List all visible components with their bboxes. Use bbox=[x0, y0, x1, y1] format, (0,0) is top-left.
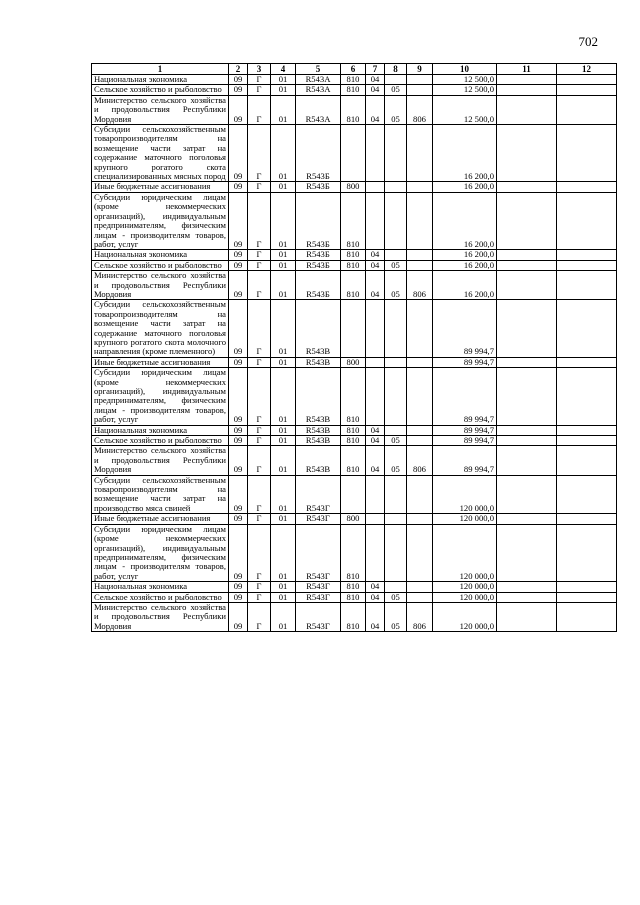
code-9: 806 bbox=[407, 95, 433, 124]
amount: 12 500,0 bbox=[433, 95, 497, 124]
budget-table bbox=[91, 63, 617, 632]
code-5: R543Г bbox=[296, 524, 341, 581]
code-9 bbox=[407, 425, 433, 435]
code-2: 09 bbox=[229, 300, 248, 357]
code-3: Г bbox=[248, 475, 271, 514]
col-11 bbox=[497, 446, 557, 475]
column-header-7: 7 bbox=[366, 64, 385, 75]
code-9 bbox=[407, 368, 433, 425]
code-5: R543Б bbox=[296, 182, 341, 192]
code-7 bbox=[366, 368, 385, 425]
code-2: 09 bbox=[229, 592, 248, 602]
code-2: 09 bbox=[229, 75, 248, 85]
amount: 89 994,7 bbox=[433, 425, 497, 435]
code-9 bbox=[407, 260, 433, 270]
code-5: R543Б bbox=[296, 192, 341, 249]
amount: 12 500,0 bbox=[433, 85, 497, 95]
code-4: 01 bbox=[271, 436, 296, 446]
col-12 bbox=[557, 182, 617, 192]
code-6: 810 bbox=[341, 85, 366, 95]
col-11 bbox=[497, 592, 557, 602]
code-7 bbox=[366, 125, 385, 182]
row-name: Субсидии юридическим лицам (кроме некоммерческих организаций), индивидуальным предпринимателям, физическим лицам - производителям товаров, работ, услуг bbox=[92, 524, 229, 581]
code-8 bbox=[385, 475, 407, 514]
amount: 16 200,0 bbox=[433, 250, 497, 260]
code-2: 09 bbox=[229, 475, 248, 514]
code-8 bbox=[385, 300, 407, 357]
code-6: 810 bbox=[341, 425, 366, 435]
code-3: Г bbox=[248, 602, 271, 631]
amount: 120 000,0 bbox=[433, 524, 497, 581]
code-7 bbox=[366, 182, 385, 192]
amount: 12 500,0 bbox=[433, 75, 497, 85]
col-12 bbox=[557, 582, 617, 592]
code-9 bbox=[407, 475, 433, 514]
row-name: Иные бюджетные ассигнования bbox=[92, 514, 229, 524]
col-12 bbox=[557, 425, 617, 435]
code-5: R543В bbox=[296, 425, 341, 435]
row-name: Министерство сельского хозяйства и продовольствия Республики Мордовия bbox=[92, 271, 229, 300]
code-5: R543А bbox=[296, 85, 341, 95]
column-header-12: 12 bbox=[557, 64, 617, 75]
code-4: 01 bbox=[271, 85, 296, 95]
code-4: 01 bbox=[271, 260, 296, 270]
code-9 bbox=[407, 514, 433, 524]
code-6: 810 bbox=[341, 192, 366, 249]
code-5: R543А bbox=[296, 95, 341, 124]
code-7 bbox=[366, 514, 385, 524]
code-6: 800 bbox=[341, 357, 366, 367]
code-8: 05 bbox=[385, 85, 407, 95]
column-header-11: 11 bbox=[497, 64, 557, 75]
code-7 bbox=[366, 357, 385, 367]
column-header-2: 2 bbox=[229, 64, 248, 75]
col-11 bbox=[497, 602, 557, 631]
code-7 bbox=[366, 524, 385, 581]
code-6: 810 bbox=[341, 75, 366, 85]
code-6: 810 bbox=[341, 260, 366, 270]
code-9 bbox=[407, 182, 433, 192]
code-9: 806 bbox=[407, 271, 433, 300]
amount: 89 994,7 bbox=[433, 368, 497, 425]
code-6 bbox=[341, 300, 366, 357]
table-body bbox=[92, 75, 617, 632]
code-2: 09 bbox=[229, 514, 248, 524]
code-3: Г bbox=[248, 85, 271, 95]
code-8: 05 bbox=[385, 260, 407, 270]
code-4: 01 bbox=[271, 271, 296, 300]
code-9: 806 bbox=[407, 446, 433, 475]
table-row bbox=[92, 260, 617, 270]
code-3: Г bbox=[248, 182, 271, 192]
col-12 bbox=[557, 95, 617, 124]
code-6: 810 bbox=[341, 95, 366, 124]
amount: 89 994,7 bbox=[433, 300, 497, 357]
code-5: R543А bbox=[296, 75, 341, 85]
code-5: R543В bbox=[296, 436, 341, 446]
table-row bbox=[92, 182, 617, 192]
code-2: 09 bbox=[229, 271, 248, 300]
code-6: 810 bbox=[341, 524, 366, 581]
code-5: R543Г bbox=[296, 475, 341, 514]
column-header-1: 1 bbox=[92, 64, 229, 75]
code-7: 04 bbox=[366, 85, 385, 95]
code-2: 09 bbox=[229, 95, 248, 124]
code-3: Г bbox=[248, 95, 271, 124]
code-8 bbox=[385, 125, 407, 182]
code-2: 09 bbox=[229, 602, 248, 631]
col-11 bbox=[497, 85, 557, 95]
amount: 16 200,0 bbox=[433, 192, 497, 249]
code-8 bbox=[385, 368, 407, 425]
amount: 16 200,0 bbox=[433, 260, 497, 270]
table-row bbox=[92, 582, 617, 592]
amount: 16 200,0 bbox=[433, 271, 497, 300]
row-name: Национальная экономика bbox=[92, 75, 229, 85]
row-name: Сельское хозяйство и рыболовство bbox=[92, 260, 229, 270]
code-4: 01 bbox=[271, 446, 296, 475]
table-row bbox=[92, 192, 617, 249]
code-5: R543Б bbox=[296, 250, 341, 260]
table-row bbox=[92, 125, 617, 182]
code-3: Г bbox=[248, 357, 271, 367]
code-5: R543Г bbox=[296, 582, 341, 592]
table-row bbox=[92, 75, 617, 85]
amount: 120 000,0 bbox=[433, 514, 497, 524]
code-7: 04 bbox=[366, 260, 385, 270]
code-3: Г bbox=[248, 271, 271, 300]
code-3: Г bbox=[248, 425, 271, 435]
code-7: 04 bbox=[366, 271, 385, 300]
table-row bbox=[92, 425, 617, 435]
code-9 bbox=[407, 85, 433, 95]
code-3: Г bbox=[248, 514, 271, 524]
code-9 bbox=[407, 357, 433, 367]
code-4: 01 bbox=[271, 475, 296, 514]
col-11 bbox=[497, 260, 557, 270]
code-2: 09 bbox=[229, 182, 248, 192]
code-4: 01 bbox=[271, 425, 296, 435]
code-6: 810 bbox=[341, 582, 366, 592]
table-row bbox=[92, 446, 617, 475]
column-header-3: 3 bbox=[248, 64, 271, 75]
code-7: 04 bbox=[366, 436, 385, 446]
code-8: 05 bbox=[385, 592, 407, 602]
row-name: Министерство сельского хозяйства и продовольствия Республики Мордовия bbox=[92, 95, 229, 124]
row-name: Субсидии юридическим лицам (кроме некоммерческих организаций), индивидуальным предпринимателям, физическим лицам - производителям товаров, работ, услуг bbox=[92, 368, 229, 425]
code-2: 09 bbox=[229, 436, 248, 446]
code-3: Г bbox=[248, 75, 271, 85]
code-7: 04 bbox=[366, 95, 385, 124]
code-8 bbox=[385, 357, 407, 367]
table-row bbox=[92, 514, 617, 524]
col-11 bbox=[497, 514, 557, 524]
code-8 bbox=[385, 75, 407, 85]
col-11 bbox=[497, 357, 557, 367]
code-3: Г bbox=[248, 592, 271, 602]
code-2: 09 bbox=[229, 357, 248, 367]
code-3: Г bbox=[248, 125, 271, 182]
col-12 bbox=[557, 475, 617, 514]
code-4: 01 bbox=[271, 125, 296, 182]
code-4: 01 bbox=[271, 75, 296, 85]
code-8 bbox=[385, 192, 407, 249]
col-11 bbox=[497, 475, 557, 514]
code-5: R543В bbox=[296, 300, 341, 357]
col-12 bbox=[557, 300, 617, 357]
row-name: Субсидии юридическим лицам (кроме некоммерческих организаций), индивидуальным предпринимателям, физическим лицам - производителям товаров, работ, услуг bbox=[92, 192, 229, 249]
code-3: Г bbox=[248, 436, 271, 446]
code-5: R543Г bbox=[296, 514, 341, 524]
col-11 bbox=[497, 125, 557, 182]
code-3: Г bbox=[248, 446, 271, 475]
code-3: Г bbox=[248, 250, 271, 260]
code-2: 09 bbox=[229, 125, 248, 182]
col-11 bbox=[497, 582, 557, 592]
code-9 bbox=[407, 192, 433, 249]
code-2: 09 bbox=[229, 425, 248, 435]
code-2: 09 bbox=[229, 250, 248, 260]
row-name: Субсидии сельскохозяйственным товаропроизводителям на возмещение части затрат на содержание маточного поголовья крупного рогатого скота специализированных мясных пород bbox=[92, 125, 229, 182]
col-12 bbox=[557, 514, 617, 524]
code-2: 09 bbox=[229, 368, 248, 425]
code-4: 01 bbox=[271, 357, 296, 367]
col-12 bbox=[557, 592, 617, 602]
code-6 bbox=[341, 475, 366, 514]
amount: 16 200,0 bbox=[433, 182, 497, 192]
col-11 bbox=[497, 95, 557, 124]
amount: 120 000,0 bbox=[433, 582, 497, 592]
code-8: 05 bbox=[385, 602, 407, 631]
table-row bbox=[92, 368, 617, 425]
row-name: Национальная экономика bbox=[92, 582, 229, 592]
code-4: 01 bbox=[271, 95, 296, 124]
table-row bbox=[92, 475, 617, 514]
code-6: 810 bbox=[341, 446, 366, 475]
code-8 bbox=[385, 250, 407, 260]
code-9 bbox=[407, 524, 433, 581]
code-8 bbox=[385, 582, 407, 592]
code-4: 01 bbox=[271, 250, 296, 260]
code-6: 810 bbox=[341, 250, 366, 260]
code-5: R543Б bbox=[296, 125, 341, 182]
code-5: R543В bbox=[296, 368, 341, 425]
table-row bbox=[92, 300, 617, 357]
col-11 bbox=[497, 182, 557, 192]
code-6: 810 bbox=[341, 271, 366, 300]
column-header-9: 9 bbox=[407, 64, 433, 75]
code-7 bbox=[366, 300, 385, 357]
code-4: 01 bbox=[271, 300, 296, 357]
table-row bbox=[92, 85, 617, 95]
code-4: 01 bbox=[271, 592, 296, 602]
code-7: 04 bbox=[366, 250, 385, 260]
col-11 bbox=[497, 425, 557, 435]
col-11 bbox=[497, 75, 557, 85]
column-header-4: 4 bbox=[271, 64, 296, 75]
amount: 120 000,0 bbox=[433, 475, 497, 514]
row-name: Министерство сельского хозяйства и продовольствия Республики Мордовия bbox=[92, 446, 229, 475]
code-6: 810 bbox=[341, 436, 366, 446]
code-7: 04 bbox=[366, 425, 385, 435]
code-7 bbox=[366, 192, 385, 249]
code-8 bbox=[385, 524, 407, 581]
row-name: Субсидии сельскохозяйственным товаропроизводителям на возмещение части затрат на производство мяса свиней bbox=[92, 475, 229, 514]
col-12 bbox=[557, 75, 617, 85]
code-6 bbox=[341, 125, 366, 182]
col-11 bbox=[497, 192, 557, 249]
column-header-10: 10 bbox=[433, 64, 497, 75]
col-12 bbox=[557, 271, 617, 300]
table-row bbox=[92, 357, 617, 367]
code-4: 01 bbox=[271, 182, 296, 192]
code-3: Г bbox=[248, 192, 271, 249]
amount: 89 994,7 bbox=[433, 446, 497, 475]
code-3: Г bbox=[248, 582, 271, 592]
code-3: Г bbox=[248, 300, 271, 357]
row-name: Сельское хозяйство и рыболовство bbox=[92, 85, 229, 95]
code-4: 01 bbox=[271, 524, 296, 581]
code-2: 09 bbox=[229, 85, 248, 95]
code-7: 04 bbox=[366, 446, 385, 475]
col-11 bbox=[497, 436, 557, 446]
code-4: 01 bbox=[271, 368, 296, 425]
code-5: R543Б bbox=[296, 260, 341, 270]
table-row bbox=[92, 436, 617, 446]
table-row bbox=[92, 250, 617, 260]
col-11 bbox=[497, 368, 557, 425]
code-5: R543Г bbox=[296, 602, 341, 631]
code-4: 01 bbox=[271, 602, 296, 631]
code-8: 05 bbox=[385, 446, 407, 475]
code-9 bbox=[407, 592, 433, 602]
col-12 bbox=[557, 85, 617, 95]
code-4: 01 bbox=[271, 192, 296, 249]
code-6: 800 bbox=[341, 514, 366, 524]
col-12 bbox=[557, 260, 617, 270]
code-5: R543В bbox=[296, 446, 341, 475]
col-12 bbox=[557, 125, 617, 182]
amount: 89 994,7 bbox=[433, 357, 497, 367]
table-row bbox=[92, 592, 617, 602]
code-2: 09 bbox=[229, 582, 248, 592]
code-8 bbox=[385, 425, 407, 435]
table-row bbox=[92, 95, 617, 124]
code-7 bbox=[366, 475, 385, 514]
code-7: 04 bbox=[366, 75, 385, 85]
code-9: 806 bbox=[407, 602, 433, 631]
amount: 120 000,0 bbox=[433, 602, 497, 631]
col-12 bbox=[557, 368, 617, 425]
column-header-6: 6 bbox=[341, 64, 366, 75]
row-name: Сельское хозяйство и рыболовство bbox=[92, 436, 229, 446]
code-3: Г bbox=[248, 524, 271, 581]
code-5: R543Г bbox=[296, 592, 341, 602]
col-11 bbox=[497, 300, 557, 357]
code-5: R543В bbox=[296, 357, 341, 367]
code-6: 810 bbox=[341, 368, 366, 425]
code-9 bbox=[407, 582, 433, 592]
col-12 bbox=[557, 250, 617, 260]
code-9 bbox=[407, 125, 433, 182]
row-name: Сельское хозяйство и рыболовство bbox=[92, 592, 229, 602]
row-name: Субсидии сельскохозяйственным товаропроизводителям на возмещение части затрат на содержание маточного поголовья крупного рогатого скота молочного направления (кроме племенного) bbox=[92, 300, 229, 357]
table-row bbox=[92, 524, 617, 581]
code-8: 05 bbox=[385, 271, 407, 300]
code-8 bbox=[385, 514, 407, 524]
column-header-5: 5 bbox=[296, 64, 341, 75]
code-6: 810 bbox=[341, 592, 366, 602]
code-8 bbox=[385, 182, 407, 192]
amount: 89 994,7 bbox=[433, 436, 497, 446]
code-8: 05 bbox=[385, 436, 407, 446]
row-name: Иные бюджетные ассигнования bbox=[92, 357, 229, 367]
row-name: Национальная экономика bbox=[92, 425, 229, 435]
column-header-8: 8 bbox=[385, 64, 407, 75]
table-row bbox=[92, 271, 617, 300]
code-3: Г bbox=[248, 260, 271, 270]
code-7: 04 bbox=[366, 602, 385, 631]
code-4: 01 bbox=[271, 514, 296, 524]
code-6: 810 bbox=[341, 602, 366, 631]
code-9 bbox=[407, 75, 433, 85]
code-2: 09 bbox=[229, 192, 248, 249]
page-number: 702 bbox=[578, 34, 598, 49]
col-12 bbox=[557, 192, 617, 249]
col-11 bbox=[497, 271, 557, 300]
code-7: 04 bbox=[366, 582, 385, 592]
code-4: 01 bbox=[271, 582, 296, 592]
row-name: Министерство сельского хозяйства и продовольствия Республики Мордовия bbox=[92, 602, 229, 631]
code-7: 04 bbox=[366, 592, 385, 602]
col-11 bbox=[497, 524, 557, 581]
header-row bbox=[92, 64, 617, 75]
col-12 bbox=[557, 446, 617, 475]
col-12 bbox=[557, 357, 617, 367]
code-6: 800 bbox=[341, 182, 366, 192]
code-8: 05 bbox=[385, 95, 407, 124]
code-2: 09 bbox=[229, 260, 248, 270]
col-12 bbox=[557, 436, 617, 446]
amount: 120 000,0 bbox=[433, 592, 497, 602]
amount: 16 200,0 bbox=[433, 125, 497, 182]
col-12 bbox=[557, 524, 617, 581]
code-2: 09 bbox=[229, 524, 248, 581]
code-2: 09 bbox=[229, 446, 248, 475]
code-3: Г bbox=[248, 368, 271, 425]
row-name: Национальная экономика bbox=[92, 250, 229, 260]
col-11 bbox=[497, 250, 557, 260]
code-5: R543Б bbox=[296, 271, 341, 300]
code-9 bbox=[407, 436, 433, 446]
code-9 bbox=[407, 250, 433, 260]
table-row bbox=[92, 602, 617, 631]
col-12 bbox=[557, 602, 617, 631]
row-name: Иные бюджетные ассигнования bbox=[92, 182, 229, 192]
code-9 bbox=[407, 300, 433, 357]
